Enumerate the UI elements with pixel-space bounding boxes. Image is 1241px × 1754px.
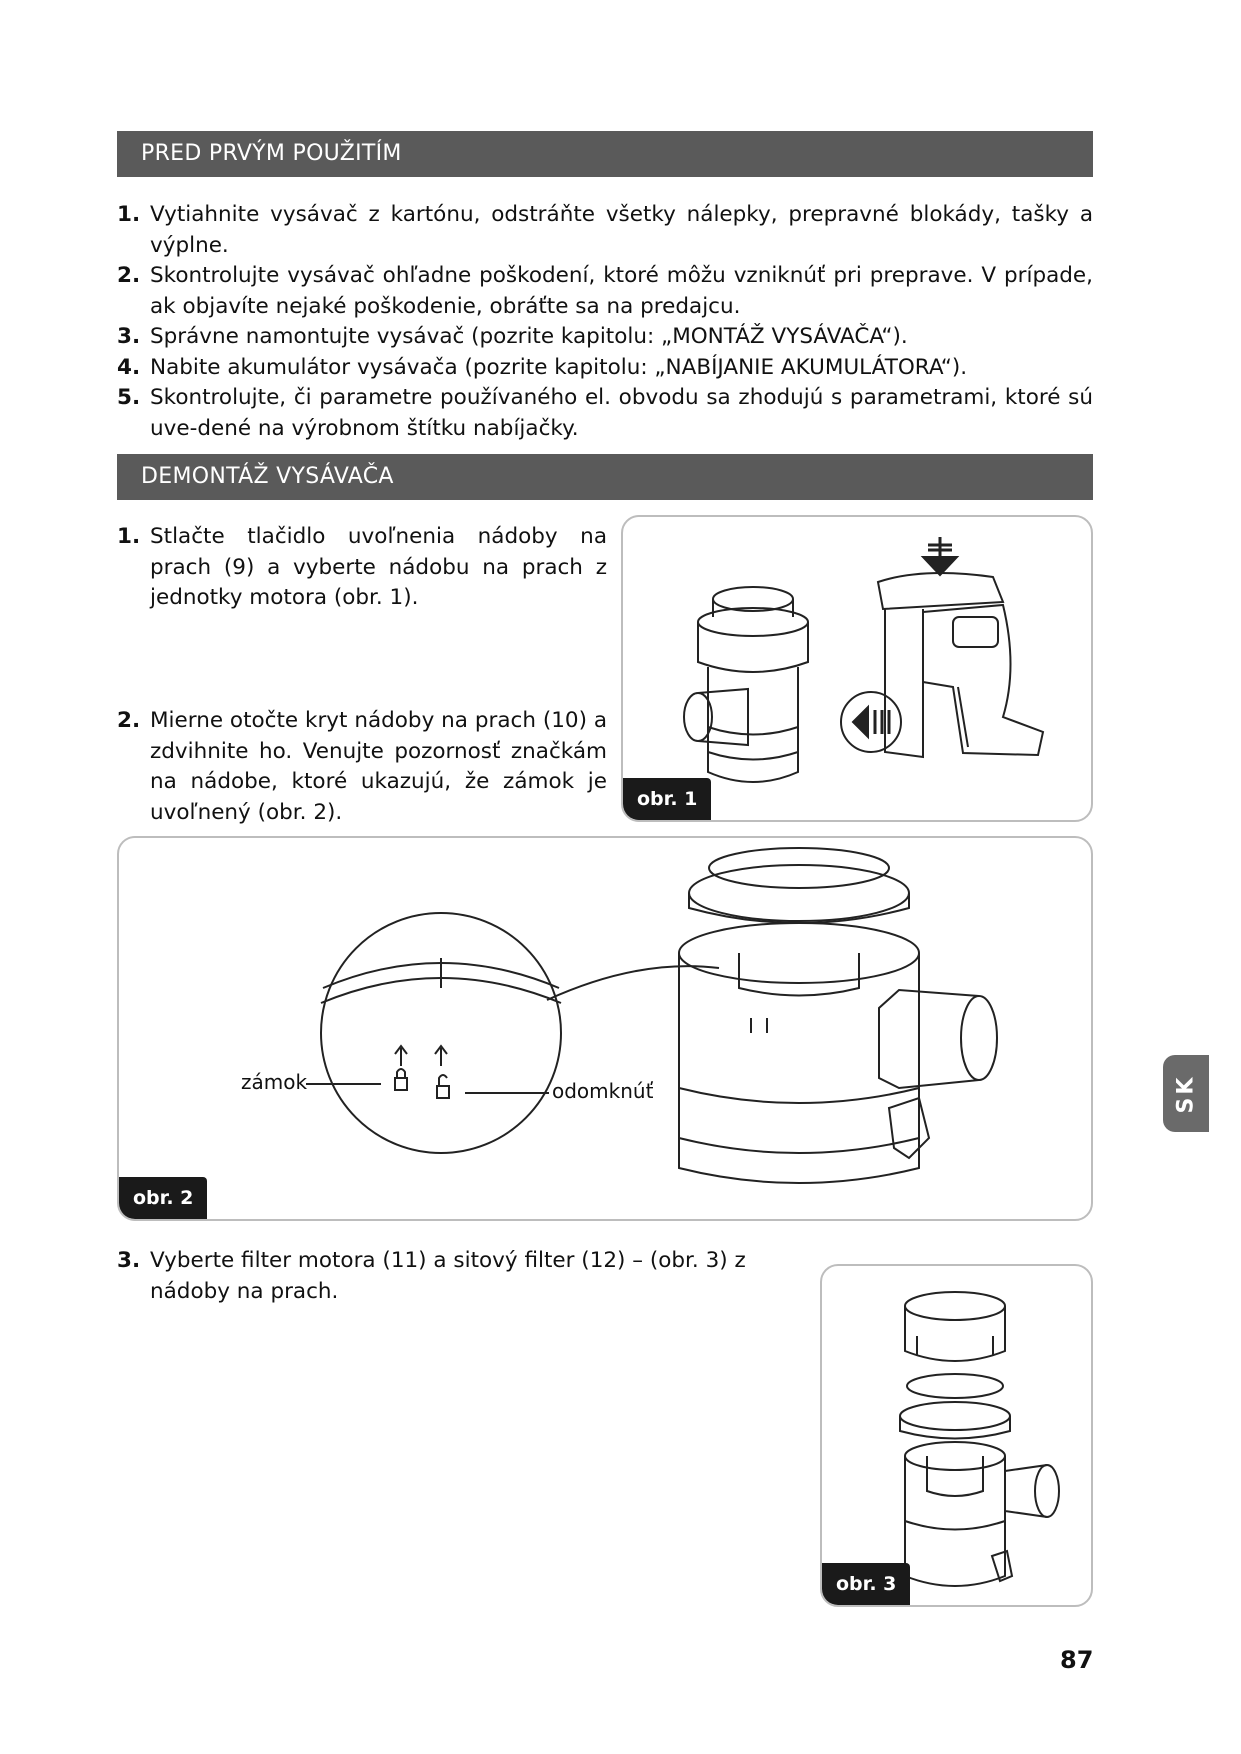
section-header-disassembly <box>117 454 1093 500</box>
figure-1 <box>621 515 1093 822</box>
list-item: 1. Vytiahnite vysávač z kartónu, odstráňte všetky nálepky, prepravné blokády, tašky a výplne. <box>117 202 1093 258</box>
vacuum-release-illustration <box>623 517 1093 822</box>
step-2 <box>117 706 607 828</box>
section-title: DEMONTÁŽ VYSÁVAČA <box>141 464 394 489</box>
list-item: 4. Nabite akumulátor vysávača (pozrite kapitolu: „NABÍJANIE AKUMULÁTORA“). <box>117 354 968 380</box>
list-item: 5. Skontrolujte, či parametre používaného el. obvodu sa zhodujú s parametrami, ktoré sú uve-dené na výrobnom štítku nabíjačky. <box>117 385 1093 441</box>
list-item: 3. Vyberte filter motora (11) a sitový filter (12) – (obr. 3) z nádoby na prach. <box>117 1248 746 1304</box>
page-number: 87 <box>1060 1646 1094 1674</box>
lock-marks-illustration <box>119 838 1093 1221</box>
callout-unlock: odomknúť <box>552 1079 654 1103</box>
language-tab: SK <box>1163 1055 1209 1132</box>
filter-removal-illustration <box>822 1266 1093 1607</box>
section-title: PRED PRVÝM POUŽITÍM <box>141 141 402 166</box>
step-1 <box>117 522 607 614</box>
list-item: 3. Správne namontujte vysávač (pozrite kapitolu: „MONTÁŽ VYSÁVAČA“). <box>117 324 908 349</box>
list-item: 1. Stlačte tlačidlo uvoľnenia nádoby na prach (9) a vyberte nádobu na prach z jednotky motora (obr. 1). <box>117 524 607 610</box>
list-item: 2. Skontrolujte vysávač ohľadne poškodení, ktoré môžu vzniknúť pri preprave. V prípade, ak objavíte nejaké poškodenie, obráťte sa na predajcu. <box>117 263 1093 319</box>
figure-label: obr. 3 <box>822 1563 910 1605</box>
section-header-before-first-use <box>117 131 1093 177</box>
list-item: 2. Mierne otočte kryt nádoby na prach (10) a zdvihnite ho. Venujte pozornosť značkám na nádobe, ktoré ukazujú, že zámok je uvoľnený (obr. 2). <box>117 708 607 825</box>
before-use-list <box>117 200 1093 444</box>
figure-3 <box>820 1264 1093 1607</box>
callout-lock: zámok <box>241 1070 308 1094</box>
figure-label: obr. 2 <box>119 1177 207 1219</box>
figure-2 <box>117 836 1093 1221</box>
figure-label: obr. 1 <box>623 778 711 820</box>
step-3 <box>117 1246 807 1307</box>
